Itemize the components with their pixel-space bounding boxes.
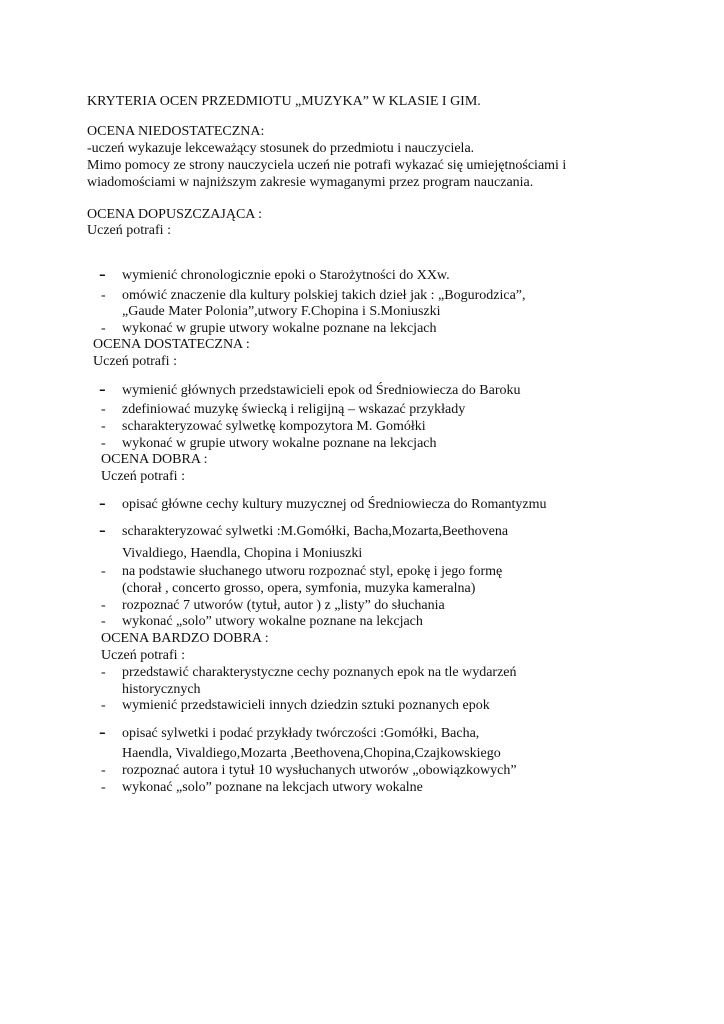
list-dash: - xyxy=(101,288,106,303)
grade-heading-niedostateczna: OCENA NIEDOSTATECZNA: xyxy=(87,124,265,139)
list-item: przedstawić charakterystyczne cechy poznanych epok na tle wydarzeń xyxy=(122,665,517,680)
intro-text: Uczeń potrafi : xyxy=(93,354,177,369)
list-dash: - xyxy=(99,721,106,743)
list-item: wymienić głównych przedstawicieli epok od Średniowiecza do Baroku xyxy=(122,383,521,398)
list-item-continuation: historycznych xyxy=(122,682,201,697)
list-item: wykonać w grupie utwory wokalne poznane na lekcjach xyxy=(122,436,437,451)
list-item: omówić znaczenie dla kultury polskiej takich dzieł jak : „Bogurodzica”, xyxy=(122,288,526,303)
grade-heading-dobra: OCENA DOBRA : xyxy=(101,452,208,467)
intro-text: Uczeń potrafi : xyxy=(101,469,185,484)
list-item: wykonać „solo” poznane na lekcjach utwory wokalne xyxy=(122,780,423,795)
list-item: scharakteryzować sylwetkę kompozytora M. Gomółki xyxy=(122,419,426,434)
list-dash: - xyxy=(99,519,106,541)
list-item: wymienić przedstawicieli innych dziedzin sztuki poznanych epok xyxy=(122,698,490,713)
paragraph-line: -uczeń wykazuje lekceważący stosunek do przedmiotu i nauczyciela. xyxy=(87,141,475,156)
list-item: rozpoznać 7 utworów (tytuł, autor ) z „listy” do słuchania xyxy=(122,598,445,613)
intro-text: Uczeń potrafi : xyxy=(87,223,171,238)
list-item: zdefiniować muzykę świecką i religijną – wskazać przykłady xyxy=(122,402,466,417)
list-dash: - xyxy=(101,321,106,336)
list-item: rozpoznać autora i tytuł 10 wysłuchanych utworów „obowiązkowych” xyxy=(122,763,517,778)
list-item-continuation: „Gaude Mater Polonia”,utwory F.Chopina i S.Moniuszki xyxy=(122,304,441,319)
document-title: KRYTERIA OCEN PRZEDMIOTU „MUZYKA” W KLASIE I GIM. xyxy=(87,94,481,109)
paragraph-line: wiadomościami w najniższym zakresie wymaganymi przez program nauczania. xyxy=(87,175,534,190)
list-dash: - xyxy=(101,419,106,434)
list-item-continuation: (chorał , concerto grosso, opera, symfonia, muzyka kameralna) xyxy=(122,581,476,596)
list-dash: - xyxy=(99,492,106,514)
grade-heading-dopuszczajaca: OCENA DOPUSZCZAJĄCA : xyxy=(87,207,263,222)
grade-heading-dostateczna: OCENA DOSTATECZNA : xyxy=(93,337,250,352)
list-item-continuation: Haendla, Vivaldiego,Mozarta ,Beethovena,Chopina,Czajkowskiego xyxy=(122,746,501,761)
list-dash: - xyxy=(101,598,106,613)
list-dash: - xyxy=(101,698,106,713)
list-item-continuation: Vivaldiego, Haendla, Chopina i Moniuszki xyxy=(122,546,363,561)
list-dash: - xyxy=(99,378,106,400)
list-item: wykonać w grupie utwory wokalne poznane na lekcjach xyxy=(122,321,437,336)
list-dash: - xyxy=(101,402,106,417)
list-item: na podstawie słuchanego utworu rozpoznać styl, epokę i jego formę xyxy=(122,564,503,579)
list-dash: - xyxy=(101,780,106,795)
list-dash: - xyxy=(101,436,106,451)
grade-heading-bardzo-dobra: OCENA BARDZO DOBRA : xyxy=(101,631,269,646)
list-dash: - xyxy=(101,665,106,680)
list-dash: - xyxy=(99,263,106,285)
list-item: opisać główne cechy kultury muzycznej od Średniowiecza do Romantyzmu xyxy=(122,497,547,512)
intro-text: Uczeń potrafi : xyxy=(101,648,185,663)
list-item: wykonać „solo” utwory wokalne poznane na lekcjach xyxy=(122,614,423,629)
list-dash: - xyxy=(101,763,106,778)
paragraph-line: Mimo pomocy ze strony nauczyciela uczeń nie potrafi wykazać się umiejętnościami i xyxy=(87,158,567,173)
list-item: scharakteryzować sylwetki :M.Gomółki, Bacha,Mozarta,Beethovena xyxy=(122,524,509,539)
list-dash: - xyxy=(101,564,106,579)
list-item: wymienić chronologicznie epoki o Starożytności do XXw. xyxy=(122,268,450,283)
list-item: opisać sylwetki i podać przykłady twórczości :Gomółki, Bacha, xyxy=(122,726,480,741)
list-dash: - xyxy=(101,614,106,629)
